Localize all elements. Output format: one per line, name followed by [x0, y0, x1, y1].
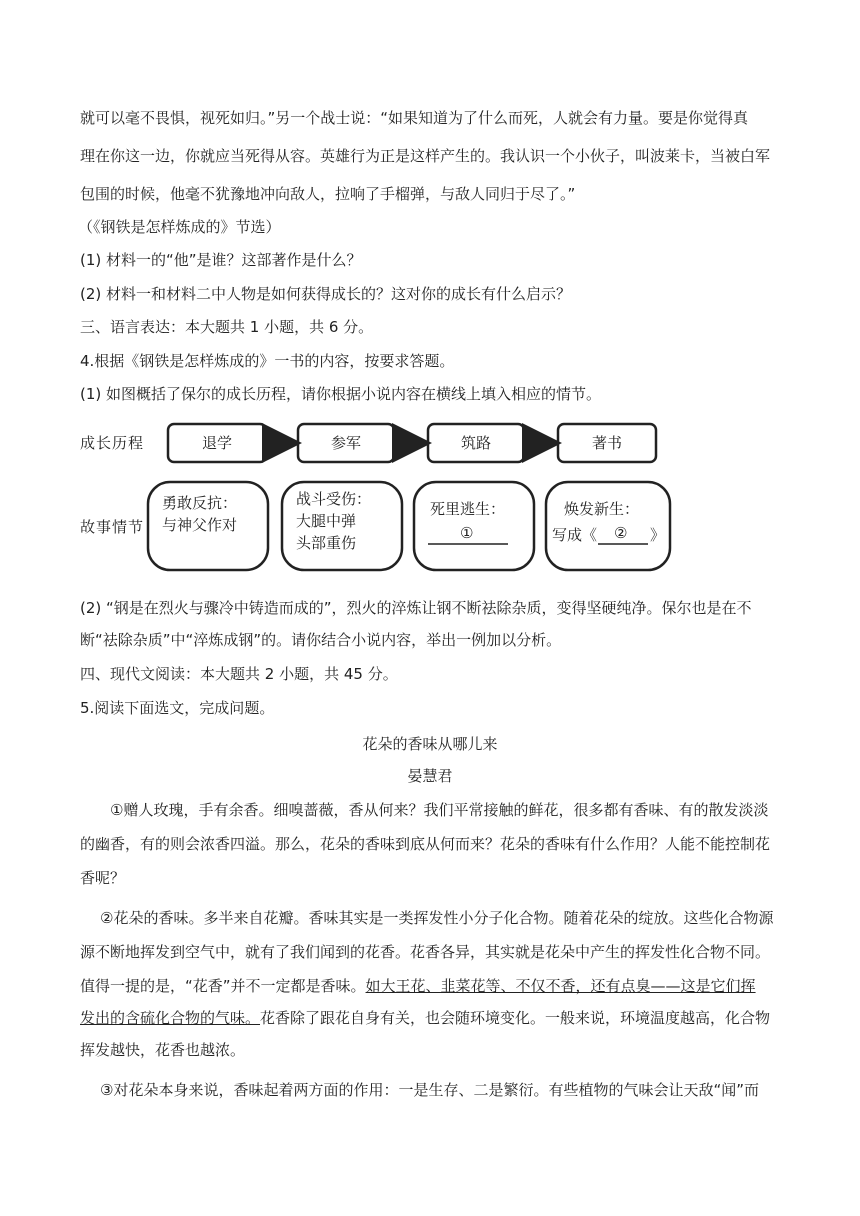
underlined-sentence: 发出的含硫化合物的气味。 [80, 1009, 261, 1027]
question-5: 5.阅读下面选文，完成问题。 [80, 699, 275, 717]
passage-line: 理在你这一边，你就应当死得从容。英雄行为正是这样产生的。我认识一个小伙子，叫波莱卡，当被白军 [80, 147, 771, 165]
row-label-growth: 成长历程 [80, 434, 145, 452]
answer-blank-2: ② [614, 524, 628, 542]
question-4-2: 断“祛除杂质”中“淬炼成钢”的。请你结合小说内容，举出一例加以分析。 [80, 631, 562, 649]
plot-line: 战斗受伤： [296, 490, 372, 508]
passage-line: 包围的时候，他毫不犹豫地冲向敌人，拉响了手榴弹，与敌人同归于尽了。” [80, 185, 576, 203]
plot-line: 头部重伤 [296, 534, 357, 552]
stage-label: 参军 [330, 434, 361, 452]
section-heading: 三、语言表达：本大题共 1 小题，共 6 分。 [80, 318, 374, 336]
article-text: 花香除了跟花自身有关，也会随环境变化。一般来说，环境温度越高，化合物 [260, 1009, 771, 1027]
stage-label: 著书 [591, 434, 622, 452]
article-paragraph: ②花朵的香味。多半来自花瓣。香味其实是一类挥发性小分子化合物。随着花朵的绽放。这些化合物源 [100, 909, 774, 927]
answer-blank-2-post: 》 [650, 526, 666, 544]
article-paragraph: 挥发越快，花香也越浓。 [80, 1041, 246, 1059]
article-paragraph [80, 976, 756, 996]
plot-line: 焕发新生： [564, 500, 640, 518]
article-paragraph: 香呢？ [80, 869, 126, 887]
plot-text [162, 492, 237, 536]
article-paragraph: ③对花朵本身来说，香味起着两方面的作用：一是生存、二是繁衍。有些植物的气味会让天敌“闻”而 [100, 1081, 759, 1099]
answer-blank-1: ① [460, 524, 474, 542]
plot-text [564, 498, 639, 520]
row-label-plot: 故事情节 [80, 518, 145, 536]
question-4-1: (1) 如图概括了保尔的成长历程，请你根据小说内容在横线上填入相应的情节。 [80, 385, 602, 403]
answer-blank-2-pre: 写成《 [552, 526, 598, 544]
stage-label: 筑路 [460, 434, 491, 452]
plot-line: 大腿中弹 [296, 512, 357, 530]
article-text: 值得一提的是，“花香”并不一定都是香味。 [80, 977, 366, 995]
plot-box [414, 482, 534, 570]
plot-line: 死里逃生： [430, 500, 506, 518]
article-paragraph: ①赠人玫瑰，手有余香。细嗅蔷薇，香从何来？我们平常接触的鲜花，很多都有香味、有的散发淡淡 [110, 801, 769, 819]
plot-line: 与神父作对 [162, 516, 238, 534]
article-author: 晏慧君 [407, 767, 453, 785]
article-paragraph: 源不断地挥发到空气中，就有了我们闻到的花香。花香各异，其实就是花朵中产生的挥发性化合物不同。 [80, 943, 771, 961]
article-title: 花朵的香味从哪儿来 [362, 735, 498, 753]
article-paragraph: 的幽香，有的则会浓香四溢。那么，花朵的香味到底从何而来？花朵的香味有什么作用？人能不能控制花 [80, 835, 771, 853]
question-4: 4.根据《钢铁是怎样炼成的》一书的内容，按要求答题。 [80, 352, 455, 370]
plot-line: 勇敢反抗： [162, 494, 238, 512]
stage-label: 退学 [201, 434, 232, 452]
plot-text [430, 498, 505, 520]
growth-diagram [78, 418, 698, 578]
question-1: (1) 材料一的“他”是谁？这部著作是什么？ [80, 251, 362, 269]
passage-line: 就可以毫不畏惧，视死如归。”另一个战士说：“如果知道为了什么而死，人就会有力量。要是你觉得真 [80, 109, 749, 127]
question-2: (2) 材料一和材料二中人物是如何获得成长的？这对你的成长有什么启示？ [80, 285, 572, 303]
plot-text [296, 488, 371, 554]
section-heading: 四、现代文阅读：本大题共 2 小题，共 45 分。 [80, 665, 398, 683]
article-paragraph [80, 1008, 770, 1028]
underlined-sentence: 如大王花、韭菜花等、不仅不香，还有点臭——这是它们挥 [365, 977, 756, 995]
passage-source: （《钢铁是怎样炼成的》节选） [78, 218, 281, 236]
question-4-2: (2) “钢是在烈火与骤冷中铸造而成的”，烈火的淬炼让钢不断祛除杂质，变得坚硬纯净。保尔也是在不 [80, 599, 752, 617]
